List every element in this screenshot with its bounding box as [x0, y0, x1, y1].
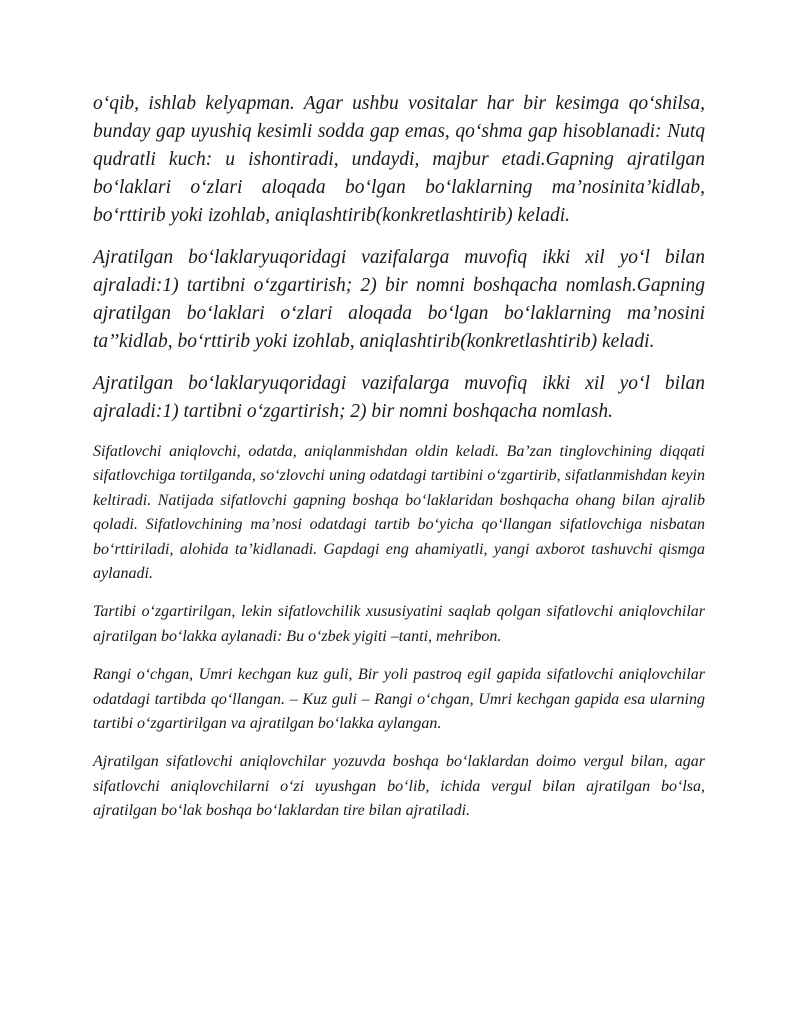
- paragraph: Rangi o‘chgan, Umri kechgan kuz guli, Bir yoli pastroq egil gapida sifatlovchi aniqlovchilar odatdagi tartibda qo‘llangan. – Kuz guli – Rangi o‘chgan, Umri kechgan gapida esa ularning tartibi o‘zgartirilgan va ajratilgan bo‘lakka aylangan.: [93, 666, 705, 733]
- paragraph: Ajratilgan bo‘laklaryuqoridagi vazifalarga muvofiq ikki xil yo‘l bilan ajraladi:1) tartibni o‘zgartirish; 2) bir nomni boshqacha nomlash.: [93, 373, 705, 422]
- paragraph: Sifatlovchi aniqlovchi, odatda, aniqlanmishdan oldin keladi. Ba’zan tinglovchining diqqati sifatlovchiga tortilganda, so‘zlovchi uning odatdagi tartibini o‘zgartirib, sifatlanmishdan keyin keltiradi. Natijada sifatlovchi gapning boshqa bo‘laklaridan boshqacha ohang bilan ajralib qoladi. Sifatlovchining ma’nosi odatdagi tartib bo‘yicha qo‘llangan sifatlovchiga nisbatan bo‘rttiriladi, alohida ta’kidlanadi. Gapdagi eng ahamiyatli, yangi axborot tashuvchi qismga aylanadi.: [93, 443, 705, 583]
- paragraph: Tartibi o‘zgartirilgan, lekin sifatlovchilik xususiyatini saqlab qolgan sifatlovchi aniqlovchilar ajratilgan bo‘lakka aylanadi: Bu o‘zbek yigiti –tanti, mehribon.: [93, 603, 705, 645]
- paragraph: o‘qib, ishlab kelyapman. Agar ushbu vositalar har bir kesimga qo‘shilsa, bunday gap uyushiq kesimli sodda gap emas, qo‘shma gap hisoblanadi: Nutq qudratli kuch: u ishontiradi, undaydi, majbur etadi.Gapning ajratilgan bo‘laklari o‘zlari aloqada bo‘lgan bo‘laklarning ma’nosinita’kidlab, bo‘rttirib yoki izohlab, aniqlashtirib(konkretlashtirib) keladi.: [93, 93, 705, 226]
- paragraph: Ajratilgan sifatlovchi aniqlovchilar yozuvda boshqa bo‘laklardan doimo vergul bilan, agar sifatlovchi aniqlovchilarni o‘zi uyushgan bo‘lib, ichida vergul bilan ajratilgan bo‘lsa, ajratilgan bo‘lak boshqa bo‘laklardan tire bilan ajratiladi.: [93, 753, 705, 820]
- paragraph: Ajratilgan bo‘laklaryuqoridagi vazifalarga muvofiq ikki xil yo‘l bilan ajraladi:1) tartibni o‘zgartirish; 2) bir nomni boshqacha nomlash.Gapning ajratilgan bo‘laklari o‘zlari aloqada bo‘lgan bo‘laklarning ma’nosini ta’’kidlab, bo‘rttirib yoki izohlab, aniqlashtirib(konkretlashtirib) keladi.: [93, 247, 705, 352]
- document-page: [93, 90, 705, 838]
